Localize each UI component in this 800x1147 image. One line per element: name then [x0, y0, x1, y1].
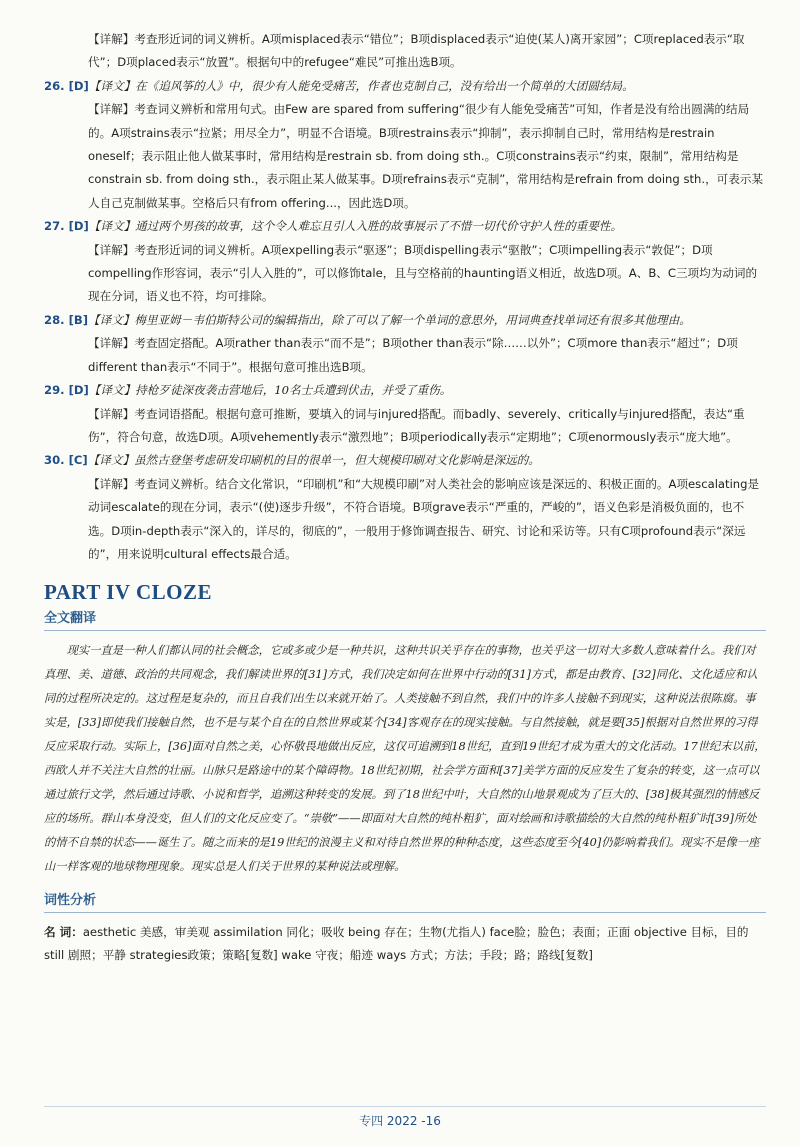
q30-number: 30. [C] [44, 453, 88, 468]
vocab-text: aesthetic 美感，审美观 assimilation 同化；吸收 being 存在；生物(尤指人) face脸；脸色；表面；正面 objective 目标，目的 still 剧照；平静 strategies政策；策略[复数] wake 守夜；船迹 ways 方式；方法；手段；路；路线[复数] [44, 925, 749, 963]
q27-translation [44, 215, 766, 238]
q28-number: 28. [B] [44, 312, 89, 327]
q28-translation [44, 309, 766, 332]
q29-detail: 【详解】考查词语搭配。根据句意可推断，要填入的词与injured搭配。而badly、severely、critically与injured搭配，表达“重伤”，符合句意，故选D项。A项vehemently表示“激烈地”；B项periodically表示“定期地”；C项enormously表示“庞大地”。 [88, 406, 745, 444]
q30-translation-text: 【译文】虽然古登堡考虑研发印刷机的目的很单一，但大规模印刷对文化影响是深远的。 [87, 453, 540, 468]
q28-translation-text: 【译文】梅里亚姆－韦伯斯特公司的编辑指出，除了可以了解一个单词的意思外，用词典查找单词还有很多其他理由。 [88, 312, 691, 327]
q27-number: 27. [D] [44, 219, 89, 234]
q26-translation-text: 【译文】在《追风筝的人》中，很少有人能免受痛苦，作者也克制自己，没有给出一个简单的大团圆结局。 [88, 78, 634, 93]
section-heading-vocab: 词性分析 [44, 893, 97, 909]
q29-number: 29. [D] [44, 383, 89, 398]
q26-number: 26. [D] [44, 78, 89, 93]
q30-detail: 【详解】考查词义辨析。结合文化常识，“印刷机”和“大规模印刷”对人类社会的影响应该是深远的、积极正面的。A项escalating是动词escalate的现在分词，表示“(使)逐步升级”，不符合语境。B项grave表示“严重的，严峻的”，语义色彩是消极负面的，也不选。D项in-depth表示“深入的，详尽的，彻底的”，一般用于修饰调查报告、研究、讨论和采访等。只有C项profound表示“深远的”，用来说明cultural effects最合适。 [88, 476, 760, 561]
q25-detail: 【详解】考查形近词的词义辨析。A项misplaced表示“错位”；B项displaced表示“迫使(某人)离开家园”；C项replaced表示“取代”；D项placed表示“放置”。根据句中的refugee“难民”可推出选B项。 [88, 32, 745, 70]
vocab-nouns [44, 921, 766, 967]
section-divider [44, 912, 766, 913]
q26-detail: 【详解】考查词义辨析和常用句式。由Few are spared from suffering“很少有人能免受痛苦”可知，作者是没有给出圆满的结局的。A项strains表示“拉紧；用尽全力”，明显不合语境。B项restrains表示“抑制”，表示抑制自己时，常用结构是restrain oneself；表示阻止他人做某事时，常用结构是restrain sb. from doing sth.。C项constrains表示“约束，限制”，常用结构是constrain sb. from doing sth.，表示阻止某人做某事。D项refrains表示“克制”，常用结构是refrain from doing sth.，可表示某人自己克制做某事。空格后只有from offering...，因此选D项。 [88, 102, 764, 210]
q29-translation [44, 379, 766, 402]
q29-translation-text: 【译文】持枪歹徒深夜袭击营地后，10名士兵遭到伏击，并受了重伤。 [88, 383, 452, 398]
q28-detail: 【详解】考查固定搭配。A项rather than表示“而不是”；B项other than表示“除……以外”；C项more than表示“超过”；D项different than表示“不同于”。根据句意可推出选B项。 [88, 336, 738, 374]
q27-detail: 【详解】考查形近词的词义辨析。A项expelling表示“驱逐”；B项dispelling表示“驱散”；C项impelling表示“敦促”；D项compelling作形容词，表示“引人入胜的”，可以修饰tale，且与空格前的haunting语义相近，故选D项。A、B、C三项均为动词的现在分词，语义也不符，均可排除。 [88, 242, 758, 304]
cloze-passage-translation: 现实一直是一种人们都认同的社会概念，它或多或少是一种共识，这种共识关乎存在的事物，也关乎这一切对大多数人意味着什么。我们对真理、美、道德、政治的共同观念，我们解读世界的[31]方式，我们决定如何在世界中行动的[31]方式，都是由教育、[32]同化、文化适应和认同的过程所决定的。这过程是复杂的，而且自我们出生以来就开始了。人类接触不到自然，我们中的许多人接触不到现实，这种说法很陈腐。事实是，[33]即使我们接触自然，也不是与某个自在的自然世界或某个[34]客观存在的现实接触。与自然接触，就是要[35]根据对自然世界的习得反应采取行动。实际上，[36]面对自然之美，心怀敬畏地做出反应，这仅可追溯到18世纪，直到19世纪才成为重大的文化活动。17世纪末以前，西欧人并不关注大自然的壮丽。山脉只是路途中的某个障碍物。18世纪初期，社会学方面和[37]美学方面的反应发生了复杂的转变，这一点可以通过旅行文学，然后通过诗歌、小说和哲学，追溯这种转变的发展。到了18世纪中叶，大自然的山地景观成为了巨大的、[38]极其强烈的情感反应的场所。群山本身没变，但人们的文化反应变了。“崇敬”——即面对大自然的纯朴粗犷，面对绘画和诗歌描绘的大自然的纯朴粗犷时[39]所处的情不自禁的状态——诞生了。随之而来的是19世纪的浪漫主义和对待自然世界的种种态度，这些态度至今[40]仍影响着我们。现实不是像一座山一样客观的地球物理现象。现实总是人们关于世界的某种说法或理解。 [44, 644, 766, 874]
q30-translation [44, 449, 766, 472]
q27-translation-text: 【译文】通过两个男孩的故事，这个令人难忘且引人入胜的故事展示了不惜一切代价守护人性的重要性。 [88, 219, 623, 234]
q26-translation [44, 75, 766, 98]
part-title: PART IV CLOZE [44, 580, 212, 605]
page-footer: 专四 2022 -16 [359, 1114, 441, 1128]
footer-divider [44, 1106, 766, 1107]
section-divider [44, 630, 766, 631]
vocab-label: 名 词： [44, 925, 83, 940]
section-heading-translation: 全文翻译 [44, 611, 97, 627]
